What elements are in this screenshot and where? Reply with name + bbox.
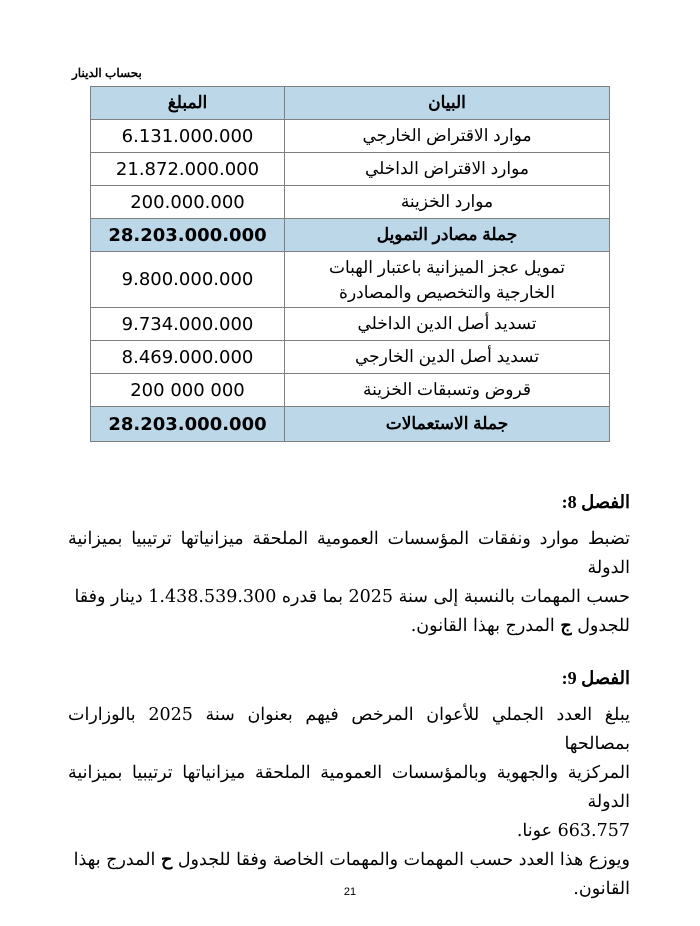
table-row [91,341,610,374]
table-ref: ج [560,616,572,636]
table-header-row [91,87,610,120]
section-heading: الفصل 9: [561,668,630,688]
paragraph-line: تضبط موارد ونفقات المؤسسات العمومية الملحقة ميزانياتها ترتيبيا بميزانية الدولة [68,529,630,578]
text-span: للجدول [571,616,630,636]
header-label: البيان [285,87,610,120]
table-row [91,186,610,219]
row-label: جملة مصادر التمويل [285,219,610,252]
unit-note: بحساب الدينار [72,66,142,80]
row-amount: 200 000 000 [91,374,285,407]
paragraph-line: المركزية والجهوية وبالمؤسسات العمومية الملحقة ميزانياتها ترتيبيا بميزانية الدولة [68,763,630,812]
budget-table [90,86,610,442]
table-row [91,252,610,308]
row-label: قروض وتسبقات الخزينة [285,374,610,407]
row-label-line: الخارجية والتخصيص والمصادرة [339,282,555,302]
section-heading: الفصل 8: [561,492,630,512]
page-number: 21 [343,886,357,898]
paragraph-line: يبلغ العدد الجملي للأعوان المرخص فيهم بعنوان سنة 2025 بالوزارات بمصالحها [68,705,630,754]
header-amount: المبلغ [91,87,285,120]
row-amount: 9.734.000.000 [91,308,285,341]
section-9 [68,664,630,904]
row-label: موارد الاقتراض الداخلي [285,153,610,186]
table-row [91,153,610,186]
table-total-row [91,407,610,442]
table-row [91,120,610,153]
row-label: جملة الاستعمالات [285,407,610,442]
paragraph-line: القانون. [573,879,630,899]
row-amount: 6.131.000.000 [91,120,285,153]
text-span: المدرج بهذا [73,850,161,870]
row-amount: 28.203.000.000 [91,219,285,252]
row-label: تسديد أصل الدين الداخلي [285,308,610,341]
paragraph-line [68,846,630,875]
row-label: موارد الاقتراض الخارجي [285,120,610,153]
text-span: المدرج بهذا القانون. [410,616,561,636]
table-row [91,308,610,341]
text-span: ويوزع هذا العدد حسب المهمات والمهمات الخاصة وفقا للجدول [172,850,630,870]
paragraph-line: حسب المهمات بالنسبة إلى سنة 2025 بما قدره 1.438.539.300 دينار وفقا [74,587,630,607]
table-total-row [91,219,610,252]
row-amount: 8.469.000.000 [91,341,285,374]
row-label [285,252,610,308]
table-ref: ح [160,850,173,870]
row-amount: 9.800.000.000 [91,252,285,308]
paragraph-line: 663.757 عونا. [516,821,630,841]
row-label: موارد الخزينة [285,186,610,219]
row-label-line: تمويل عجز الميزانية باعتبار الهبات [328,257,566,277]
row-amount: 200.000.000 [91,186,285,219]
row-label: تسديد أصل الدين الخارجي [285,341,610,374]
table-row [91,374,610,407]
row-amount: 28.203.000.000 [91,407,285,442]
paragraph-line [68,612,630,641]
row-amount: 21.872.000.000 [91,153,285,186]
section-8 [68,488,630,641]
